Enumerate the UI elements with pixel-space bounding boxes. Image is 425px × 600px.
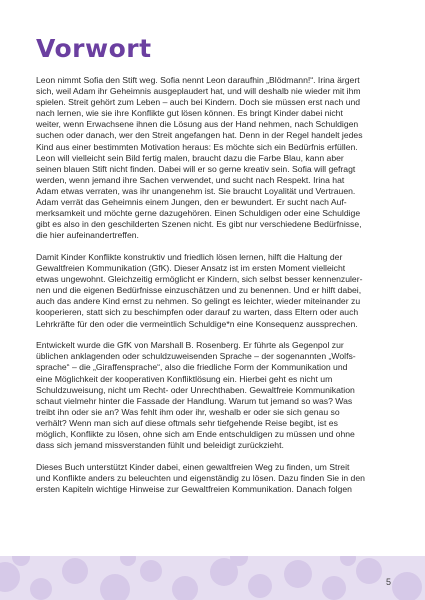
decorative-dot xyxy=(284,560,312,588)
text-line: gibt es also in den geschilderten Szenen nicht. Es gibt nur verschiedene Bedürfnisse, xyxy=(36,219,362,230)
text-line: Lehrkräfte für den oder die vermeintlich Schuldige*n eine Konsequenz aussprechen. xyxy=(36,318,358,329)
body-text xyxy=(36,75,386,506)
decorative-dot xyxy=(392,572,422,600)
text-line: Adam etwas verraten, was ihr unangenehm ist. Sie braucht Loyalität und Vertrauen. xyxy=(36,185,356,196)
text-line: Leon nimmt Sofia den Stift weg. Sofia nennt Leon daraufhin „Blödmann!“. Irina ärgert xyxy=(36,75,360,85)
decorative-dot-band xyxy=(0,556,425,600)
text-line: sprache“ – die „Giraffensprache“, also die friedliche Form der Kommunikation und xyxy=(36,362,348,373)
text-line: die hier aufeinandertreffen. xyxy=(36,230,139,241)
decorative-dot xyxy=(62,558,88,584)
text-line: schaut vielmehr hinter die Fassade der Handlung. Warum tut jemand so was? Was xyxy=(36,395,353,406)
decorative-dot xyxy=(340,556,356,566)
text-line: eine Möglichkeit der kooperativen Konfliktlösung ein. Hierbei geht es nicht um xyxy=(36,373,333,384)
text-line: Damit Kinder Konflikte konstruktiv und friedlich lösen lernen, hilft die Haltung der xyxy=(36,252,343,262)
decorative-dot xyxy=(356,558,382,584)
text-line: Kind aus einer bestimmten Motivation heraus: Es möchte sich ein Bedürfnis erfüllen. xyxy=(36,141,358,152)
text-line: dass sich jemand missverstanden fühlt und beleidigt zurückzieht. xyxy=(36,440,284,451)
text-line: Gewaltfreien Kommunikation (GfK). Dieser Ansatz ist im ersten Moment vielleicht xyxy=(36,263,346,274)
text-line: und Konflikte anders zu beleuchten und eigenständig zu lösen. Dazu finden Sie in den xyxy=(36,472,365,483)
text-line: sich, weil Adam ihr Geheimnis ausgeplaudert hat, und will deshalb nie wieder mit ihm xyxy=(36,86,361,97)
text-line: spielen. Streit gehört zum Leben – auch bei Kindern. Doch sie müssen erst nach und xyxy=(36,97,361,108)
decorative-dot xyxy=(172,576,198,600)
text-line: weiter, wenn Erwachsene ihnen die Lösung aus der Hand nehmen, nach Schuldigen xyxy=(36,119,359,130)
decorative-dot xyxy=(12,556,30,566)
text-line: merksamkeit und möchte gerne dazugehören. Einen Schuldigen oder eine Schuldige xyxy=(36,208,361,219)
text-line: werden, wenn jemand ihre Sachen verwendet, und sucht nach Respekt. Irina hat xyxy=(36,174,345,185)
text-line: möglich, Konflikte zu lösen, ohne sich am Ende entschuldigen zu müssen und ohne xyxy=(36,429,355,439)
text-line: Leon will vielleicht sein Bild fertig malen, braucht dazu die Farbe Blau, kann aber xyxy=(36,152,344,163)
text-line: treibt ihn oder sie an? Was fehlt ihm oder ihr, weshalb er oder sie sich genau so xyxy=(36,406,340,417)
text-line: Entwickelt wurde die GfK von Marshall B. Rosenberg. Er führte als Gegenpol zur xyxy=(36,340,344,351)
decorative-dot xyxy=(30,578,52,600)
decorative-dot xyxy=(322,576,346,600)
decorative-dot xyxy=(140,560,162,582)
text-line: nen und die eigenen Bedürfnisse einzuschätzen und zu benennen. Und er hilft dabei, xyxy=(36,285,362,296)
text-line: suchen oder danach, wer den Streit angefangen hat. Denn in der Regel handelt jedes xyxy=(36,130,363,141)
text-line: seinen blauen Stift nicht finden. Dabei will er so gerne kreativ sein. Sofia will gefragt xyxy=(36,163,356,174)
text-line: auch das andere Kind ernst zu nehmen. So gelingt es leichter, wieder miteinander zu xyxy=(36,296,361,307)
decorative-dot xyxy=(100,574,130,600)
paragraph xyxy=(36,75,386,241)
paragraph xyxy=(36,340,386,451)
text-line: etwas ungewohnt. Gleichzeitig ermöglicht er Kindern, sich selbst besser kennenzuler- xyxy=(36,274,363,285)
decorative-dot xyxy=(0,562,20,592)
decorative-dot xyxy=(120,556,136,566)
text-line: ersten Kapiteln wichtige Hinweise zur Gewaltfreien Kommunikation. Danach folgen xyxy=(36,483,352,494)
text-line: verhält? Wenn man sich auf diese oftmals sehr tiefgehende Reise begibt, ist es xyxy=(36,417,338,428)
text-line: kooperieren, statt sich zu beschimpfen oder darauf zu warten, dass Eltern oder auch xyxy=(36,307,359,318)
page-number: 5 xyxy=(385,577,391,587)
text-line: Schuldzuweisung, nicht um Recht- oder Unrechthaben. Gewaltfreie Kommunikation xyxy=(36,384,355,395)
text-line: Dieses Buch unterstützt Kinder dabei, einen gewaltfreien Weg zu finden, um Streit xyxy=(36,461,350,472)
text-line: üblichen anklagenden oder schuldzuweisenden Sprache – der sogenannten „Wolfs- xyxy=(36,351,356,362)
paragraph xyxy=(36,252,386,330)
text-line: nach lernen, wie sie ihre Konflikte gut lösen können. Es bringt Kinder dabei nicht xyxy=(36,108,343,119)
paragraph xyxy=(36,462,386,495)
text-line: Adam verrät das Geheimnis einem Jungen, den er bewundert. Er sucht nach Auf- xyxy=(36,197,347,208)
page-title: Vorwort xyxy=(36,34,152,63)
decorative-dot xyxy=(248,574,272,598)
